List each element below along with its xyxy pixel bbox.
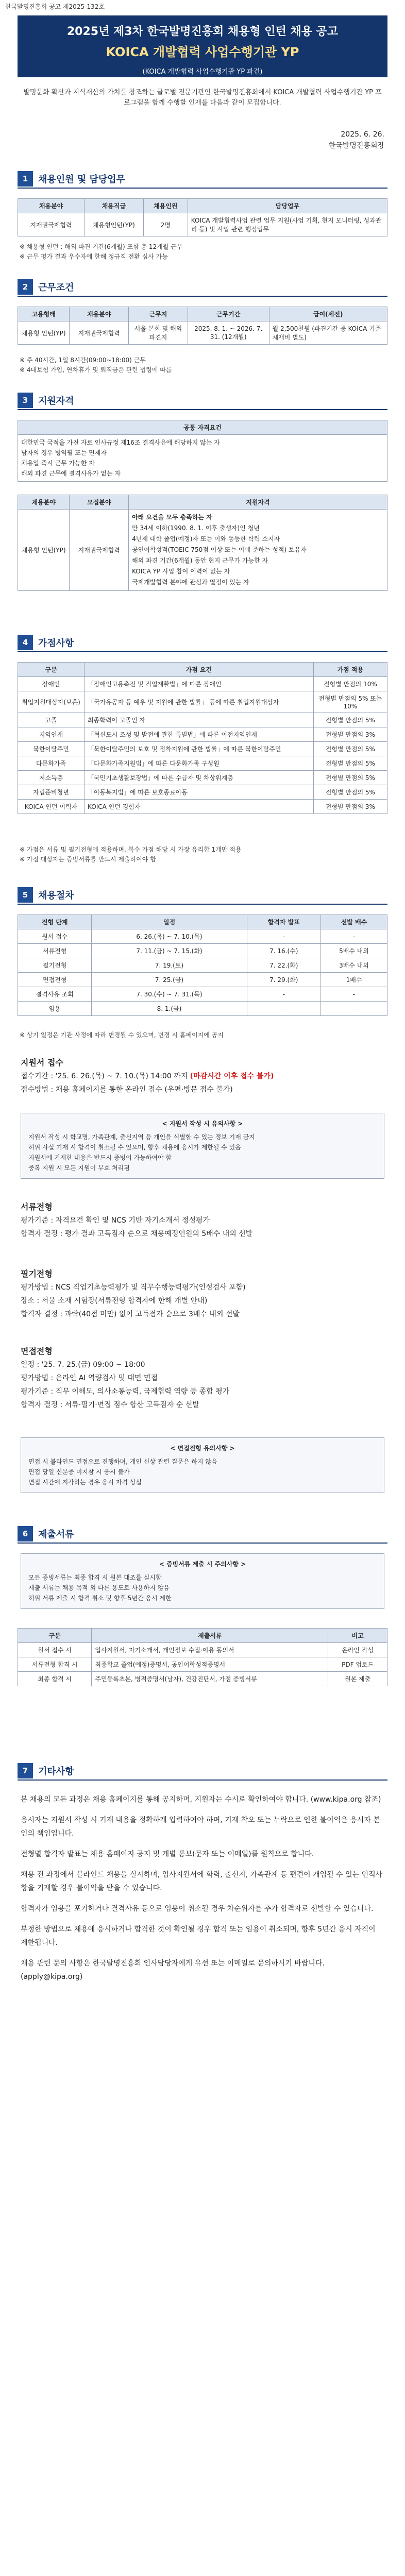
note-line: ※ 가점 대상자는 증빙서류를 반드시 제출하여야 함 — [20, 856, 156, 863]
table-header: 채용분야 — [18, 199, 85, 213]
table-cell: 「혁신도시 조성 및 발전에 관한 특별법」에 따른 이전지역인재 — [85, 727, 314, 742]
section-5-number: 5 — [18, 887, 33, 903]
table-header: 담당업무 — [188, 199, 387, 213]
subsection-title: 면접전형 — [21, 1346, 53, 1356]
table-header: 지원자격 — [129, 495, 387, 510]
section-7-title: 기타사항 — [38, 1766, 74, 1777]
list-item: 대한민국 국적을 가진 자로 인사규정 제16조 결격사유에 해당하지 않는 자 — [21, 439, 220, 446]
table-cell: 7. 22.(화) — [247, 958, 320, 973]
table-cell: 온라인 작성 — [328, 1643, 387, 1657]
section-6-header — [18, 1525, 387, 1544]
section-1-table-wrap — [18, 198, 387, 236]
table-cell: 지역인재 — [18, 727, 85, 742]
table-cell: KOICA 인턴 이력자 — [18, 800, 85, 814]
period-label: 접수기간 : — [21, 1072, 56, 1080]
box-line: 허위 사실 기재 시 합격이 취소될 수 있으며, 향후 채용에 응시가 제한될 수 있음 — [28, 1144, 241, 1151]
table-header: 전형 단계 — [18, 915, 92, 929]
table-header: 비고 — [328, 1629, 387, 1643]
note-line: ※ 가점은 서류 및 필기전형에 적용하며, 복수 가점 해당 시 가장 유리한 1개만 적용 — [20, 846, 242, 853]
table-cell: 전형별 만점의 5% — [313, 756, 387, 771]
misc-paragraph: 합격자가 임용을 포기하거나 결격사유 등으로 임용이 취소될 경우 차순위자를 추가 합격자로 선발할 수 있습니다. — [21, 1905, 374, 1913]
box-line: 제출 서류는 채용 목적 외 다른 용도로 사용하지 않음 — [28, 1584, 170, 1591]
table-cell: 입사지원서, 자기소개서, 개인정보 수집·이용 동의서 — [92, 1643, 328, 1657]
table-row — [18, 435, 387, 482]
conditions-table — [18, 307, 387, 345]
application-caution-box — [21, 1113, 384, 1179]
table-cell: 서류전형 합격 시 — [18, 1657, 92, 1672]
table-row — [18, 1002, 387, 1016]
table-cell: 면접전형 — [18, 973, 92, 987]
list-item: 만 34세 이하(1990. 8. 1. 이후 출생자)인 청년 — [132, 524, 260, 532]
table-row — [18, 1643, 387, 1657]
table-header: 모집분야 — [70, 495, 129, 510]
table-cell: 고졸 — [18, 713, 85, 727]
table-cell: 6. 26.(목) ~ 7. 10.(목) — [92, 929, 247, 944]
table-cell — [18, 435, 387, 482]
list-item: 4년제 대학 졸업(예정)자 또는 이와 동등한 학력 소지자 — [132, 535, 280, 543]
table-cell: - — [247, 929, 320, 944]
table-cell: PDF 업로드 — [328, 1657, 387, 1672]
table-row — [18, 771, 387, 785]
misc-paragraphs — [21, 1793, 384, 1991]
table-header: 합격자 발표 — [247, 915, 320, 929]
qualifications-wrap — [18, 495, 387, 591]
documents-caution-box — [21, 1553, 384, 1609]
table-cell: 주민등록초본, 병적증명서(남자), 건강진단서, 가점 증빙서류 — [92, 1672, 328, 1686]
section-3-title: 지원자격 — [38, 396, 74, 406]
table-header: 일정 — [92, 915, 247, 929]
issuer: 한국발명진흥회장 — [328, 142, 384, 150]
table-row — [18, 1672, 387, 1686]
table-row — [18, 321, 387, 345]
table-header: 채용직급 — [85, 199, 144, 213]
title-banner — [18, 15, 387, 77]
table-cell: 7. 11.(금) ~ 7. 15.(화) — [92, 944, 247, 958]
box-title: < 면접전형 유의사항 > — [170, 1445, 235, 1452]
table-row — [18, 510, 387, 591]
table-cell: 지재권국제협력 — [70, 510, 129, 591]
process-table-wrap — [18, 914, 387, 1016]
table-cell: 8. 1.(금) — [92, 1002, 247, 1016]
box-line: 지원서에 기재한 내용은 반드시 증빙이 가능하여야 함 — [28, 1154, 172, 1161]
table-cell: - — [320, 987, 387, 1002]
application-method: 접수방법 : 채용 홈페이지를 통한 온라인 접수 (우편·방문 접수 불가) — [21, 1086, 233, 1094]
table-cell: 저소득층 — [18, 771, 85, 785]
table-header: 공통 자격요건 — [18, 420, 387, 435]
table-cell: 1배수 — [320, 973, 387, 987]
list-item: 공인어학성적(TOEIC 750점 이상 또는 이에 준하는 성적) 보유자 — [132, 546, 307, 553]
table-header: 채용분야 — [18, 495, 70, 510]
table-row — [18, 785, 387, 800]
box-line: 모든 증빙서류는 최종 합격 시 원본 대조를 실시함 — [28, 1574, 162, 1581]
list-item: 해외 파견 기간(6개월) 동안 현지 근무가 가능한 자 — [132, 557, 268, 564]
table-cell: 지재권국제협력 — [70, 321, 129, 345]
subsection-line: 합격자 결정 : 평가 결과 고득점자 순으로 채용예정인원의 5배수 내외 선발 — [21, 1230, 253, 1238]
table-row — [18, 713, 387, 727]
subsection-line: 합격자 결정 : 과락(40점 미만) 없이 고득점자 순으로 3배수 내외 선발 — [21, 1310, 240, 1318]
table-cell: 채용형 인턴(YP) — [18, 510, 70, 591]
table-cell: 전형별 만점의 10% — [313, 677, 387, 691]
table-cell: 7. 30.(수) ~ 7. 31.(목) — [92, 987, 247, 1002]
table-cell: 지재권국제협력 — [18, 213, 85, 236]
table-cell: 취업지원대상자(보훈) — [18, 691, 85, 713]
banner-title: 2025년 제3차 한국발명진흥회 채용형 인턴 채용 공고 — [66, 25, 339, 38]
table-cell: 7. 29.(화) — [247, 973, 320, 987]
table-cell: 「장애인고용촉진 및 직업재활법」에 따른 장애인 — [85, 677, 314, 691]
table-header: 제출서류 — [92, 1629, 328, 1643]
table-cell: 7. 25.(금) — [92, 973, 247, 987]
section-2-header — [18, 278, 387, 297]
section-6-number: 6 — [18, 1526, 33, 1541]
table-cell: 원서 접수 시 — [18, 1643, 92, 1657]
period-value: '25. 6. 26.(목) ~ 7. 10.(목) 14:00 까지 — [55, 1072, 188, 1080]
table-cell: 전형별 만점의 3% — [313, 727, 387, 742]
section-3-number: 3 — [18, 393, 33, 408]
bonus-points-table — [18, 662, 387, 814]
misc-paragraph: 응시자는 지원서 작성 시 기재 내용을 정확하게 입력하여야 하며, 기재 착오 또는 누락으로 인한 불이익은 응시자 본인의 책임입니다. — [21, 1816, 380, 1838]
table-header: 가점 요건 — [85, 663, 314, 677]
table-cell: 7. 16.(수) — [247, 944, 320, 958]
bonus-points-wrap — [18, 662, 387, 814]
table-cell — [129, 510, 387, 591]
table-header: 근무지 — [129, 307, 188, 321]
section-1-number: 1 — [18, 171, 33, 187]
box-line: 중복 지원 시 모든 지원이 무효 처리됨 — [28, 1164, 130, 1172]
table-header: 근무기간 — [188, 307, 269, 321]
table-row — [18, 929, 387, 944]
table-cell: 「국가유공자 등 예우 및 지원에 관한 법률」 등에 따른 취업지원대상자 — [85, 691, 314, 713]
section-3-header — [18, 392, 387, 410]
table-cell: 최종학력이 고졸인 자 — [85, 713, 314, 727]
section-1-title: 채용인원 및 담당업무 — [38, 174, 126, 185]
box-line: 면접 당일 신분증 미지참 시 응시 불가 — [28, 1468, 130, 1476]
qualifications-table — [18, 495, 387, 591]
misc-paragraph: 채용 전 과정에서 블라인드 채용을 실시하며, 입사지원서에 학력, 출신지, 가족관계 등 편견이 개입될 수 있는 인적사항을 기재할 경우 불이익을 받을 수 있습니다. — [21, 1871, 383, 1892]
table-cell: 최종학교 졸업(예정)증명서, 공인어학성적증명서 — [92, 1657, 328, 1672]
subsection-title: 지원서 접수 — [21, 1058, 63, 1067]
table-cell: 북한이탈주민 — [18, 742, 85, 756]
table-row — [18, 742, 387, 756]
subsection-title: 서류전형 — [21, 1202, 53, 1212]
table-header: 구분 — [18, 663, 85, 677]
table-cell: - — [320, 929, 387, 944]
table-cell: 2명 — [143, 213, 188, 236]
list-item: 국제개발협력 분야에 관심과 열정이 있는 자 — [132, 579, 249, 586]
table-cell: KOICA 인턴 경험자 — [85, 800, 314, 814]
section-7-header — [18, 1762, 387, 1781]
misc-paragraph: 부정한 방법으로 채용에 응시하거나 합격한 것이 확인될 경우 합격 또는 임용이 취소되며, 향후 5년간 응시 자격이 제한됩니다. — [21, 1925, 376, 1947]
notice-date: 2025. 6. 26. — [341, 130, 384, 139]
subsection-line: 장소 : 서울 소재 시험장(서류전형 합격자에 한해 개별 안내) — [21, 1297, 208, 1305]
banner-caption: (KOICA 개발협력 사업수행기관 YP 파견) — [142, 68, 263, 76]
table-row — [18, 756, 387, 771]
positions-table — [18, 198, 387, 236]
box-line: 면접 시 블라인드 면접으로 진행하며, 개인 신상 관련 질문은 하지 않음 — [28, 1458, 217, 1465]
table-header: 구분 — [18, 1629, 92, 1643]
table-cell: 채용형인턴(YP) — [85, 213, 144, 236]
documents-table — [18, 1628, 387, 1686]
table-cell: 「다문화가족지원법」에 따른 다문화가족 구성원 — [85, 756, 314, 771]
misc-paragraph: 본 채용의 모든 과정은 채용 홈페이지를 통해 공지하며, 지원자는 수시로 확인하여야 합니다. (www.kipa.org 참조) — [21, 1795, 381, 1804]
table-header: 채용분야 — [70, 307, 129, 321]
note-line: ※ 4대보험 가입, 연차휴가 및 퇴직금은 관련 법령에 따름 — [20, 366, 172, 374]
section-1-header — [18, 170, 387, 189]
table-cell: 전형별 만점의 5% 또는 10% — [313, 691, 387, 713]
table-header: 급여(세전) — [269, 307, 387, 321]
table-cell: 3배수 내외 — [320, 958, 387, 973]
section-4-number: 4 — [18, 635, 33, 650]
table-row — [18, 691, 387, 713]
box-title: < 지원서 작성 시 유의사항 > — [162, 1120, 243, 1127]
table-row — [18, 987, 387, 1002]
interview-subsection — [21, 1345, 384, 1412]
section-2-table-wrap — [18, 307, 387, 345]
section-4-header — [18, 634, 387, 652]
table-row — [18, 677, 387, 691]
table-cell: 5배수 내외 — [320, 944, 387, 958]
subsection-line: 평가방법 : NCS 직업기초능력평가 및 직무수행능력평가(인성검사 포함) — [21, 1283, 246, 1292]
section-5-header — [18, 886, 387, 905]
table-cell: 전형별 만점의 3% — [313, 800, 387, 814]
banner-subtitle: KOICA 개발협력 사업수행기관 YP — [106, 45, 299, 59]
table-cell: 원본 제출 — [328, 1672, 387, 1686]
table-row — [18, 973, 387, 987]
subsection-line: 평가방법 : 온라인 AI 역량검사 및 대면 면접 — [21, 1374, 158, 1382]
requirement-title: 아래 요건을 모두 충족하는 자 — [132, 514, 212, 521]
section-5-note: ※ 상기 일정은 기관 사정에 따라 변경될 수 있으며, 변경 시 홈페이지에 공지 — [20, 1031, 224, 1039]
section-7-number: 7 — [18, 1763, 33, 1778]
note-line: ※ 채용형 인턴 : 해외 파견 기간(6개월) 포함 총 12개월 근무 — [20, 243, 183, 250]
list-item: 채용일 즉시 근무 가능한 자 — [21, 460, 95, 467]
box-line: 면접 시간에 지각하는 경우 응시 자격 상실 — [28, 1479, 142, 1486]
table-cell: KOICA 개발협력사업 관련 업무 지원(사업 기획, 현지 모니터링, 성과관리 등) 및 사업 관련 행정업무 — [188, 213, 387, 236]
section-4-notes — [20, 845, 385, 865]
table-cell: 최종 합격 시 — [18, 1672, 92, 1686]
table-row — [18, 800, 387, 814]
table-cell: 서류전형 — [18, 944, 92, 958]
table-row — [18, 1657, 387, 1672]
box-title: < 증빙서류 제출 시 주의사항 > — [159, 1561, 246, 1568]
documents-table-wrap — [18, 1628, 387, 1686]
box-line: 지원서 작성 시 학교명, 가족관계, 출신지역 등 개인을 식별할 수 있는 정보 기재 금지 — [28, 1133, 255, 1141]
note-line: ※ 주 40시간, 1일 8시간(09:00~18:00) 근무 — [20, 357, 146, 364]
misc-paragraph: 전형별 합격자 발표는 채용 홈페이지 공지 및 개별 통보(문자 또는 이메일)를 원칙으로 합니다. — [21, 1850, 314, 1858]
table-row — [18, 213, 387, 236]
written-test-subsection — [21, 1267, 384, 1321]
document-screening-subsection — [21, 1200, 384, 1241]
table-header: 선발 배수 — [320, 915, 387, 929]
table-cell: 「국민기초생활보장법」에 따른 수급자 및 차상위계층 — [85, 771, 314, 785]
common-requirements-wrap — [18, 420, 387, 482]
section-5-title: 채용절차 — [38, 890, 74, 901]
table-cell: 전형별 만점의 5% — [313, 742, 387, 756]
section-2-notes — [20, 355, 385, 375]
table-cell: 장애인 — [18, 677, 85, 691]
table-cell: 결격사유 조회 — [18, 987, 92, 1002]
period-warning: (마감시간 이후 접수 불가) — [190, 1072, 274, 1080]
section-1-notes — [20, 242, 385, 262]
list-item: 남자의 경우 병역필 또는 면제자 — [21, 449, 107, 456]
subsection-line: 평가기준 : 자격요건 확인 및 NCS 기반 자기소개서 정성평가 — [21, 1216, 210, 1225]
table-header: 가점 적용 — [313, 663, 387, 677]
table-cell: 「아동복지법」에 따른 보호종료아동 — [85, 785, 314, 800]
subsection-line: 합격자 결정 : 서류·필기·면접 점수 합산 고득점자 순 선발 — [21, 1401, 199, 1409]
section-2-number: 2 — [18, 279, 33, 295]
table-cell: - — [247, 1002, 320, 1016]
common-requirements-table — [18, 420, 387, 482]
notice-number: 한국발명진흥회 공고 제2025-132호 — [5, 3, 105, 10]
table-cell: 「북한이탈주민의 보호 및 정착지원에 관한 법률」에 따른 북한이탈주민 — [85, 742, 314, 756]
list-item: 해외 파견 근무에 결격사유가 없는 자 — [21, 470, 121, 477]
misc-paragraph: 채용 관련 문의 사항은 한국발명진흥회 인사담당자에게 유선 또는 이메일로 문의하시기 바랍니다. (apply@kipa.org) — [21, 1959, 325, 1981]
table-cell: 2025. 8. 1. ~ 2026. 7. 31. (12개월) — [188, 321, 269, 345]
table-cell: 전형별 만점의 5% — [313, 771, 387, 785]
process-table — [18, 914, 387, 1016]
interview-caution-box — [21, 1437, 384, 1493]
table-row — [18, 727, 387, 742]
table-cell: 7. 19.(토) — [92, 958, 247, 973]
subsection-line: 일정 : '25. 7. 25.(금) 09:00 ~ 18:00 — [21, 1361, 145, 1369]
table-row — [18, 944, 387, 958]
table-cell: 원서 접수 — [18, 929, 92, 944]
table-cell: 전형별 만점의 5% — [313, 785, 387, 800]
note-line: ※ 근무 평가 결과 우수자에 한해 정규직 전환 심사 가능 — [20, 253, 168, 260]
table-cell: 채용형 인턴(YP) — [18, 321, 70, 345]
table-cell: 임용 — [18, 1002, 92, 1016]
box-line: 허위 서류 제출 시 합격 취소 및 향후 5년간 응시 제한 — [28, 1595, 172, 1602]
table-cell: 서울 본회 및 해외 파견지 — [129, 321, 188, 345]
subsection-line: 평가기준 : 직무 이해도, 의사소통능력, 국제협력 역량 등 종합 평가 — [21, 1387, 230, 1396]
section-2-title: 근무조건 — [38, 282, 74, 293]
table-cell: 필기전형 — [18, 958, 92, 973]
table-header: 채용인원 — [143, 199, 188, 213]
table-cell: 다문화가족 — [18, 756, 85, 771]
subsection-title: 필기전형 — [21, 1269, 53, 1279]
section-6-title: 제출서류 — [38, 1529, 74, 1540]
table-row — [18, 958, 387, 973]
section-4-title: 가점사항 — [38, 638, 74, 649]
list-item: KOICA YP 사업 참여 이력이 없는 자 — [132, 568, 230, 575]
application-period — [21, 1070, 384, 1083]
table-cell: 월 2,500천원 (파견기간 중 KOICA 기준 체재비 별도) — [269, 321, 387, 345]
table-header: 고용형태 — [18, 307, 70, 321]
intro-text: 발명문화 확산과 지식재산의 가치를 창조하는 글로벌 전문기관인 한국발명진흥회에서 KOICA 개발협력 사업수행기관 YP 프로그램을 함께 수행할 인재를 다음과 같이 모집합니다. — [23, 89, 382, 107]
table-cell: 자립준비청년 — [18, 785, 85, 800]
table-cell: 전형별 만점의 5% — [313, 713, 387, 727]
table-cell: - — [320, 1002, 387, 1016]
table-cell: - — [247, 987, 320, 1002]
application-subsection — [21, 1056, 384, 1096]
date-block — [329, 129, 384, 151]
